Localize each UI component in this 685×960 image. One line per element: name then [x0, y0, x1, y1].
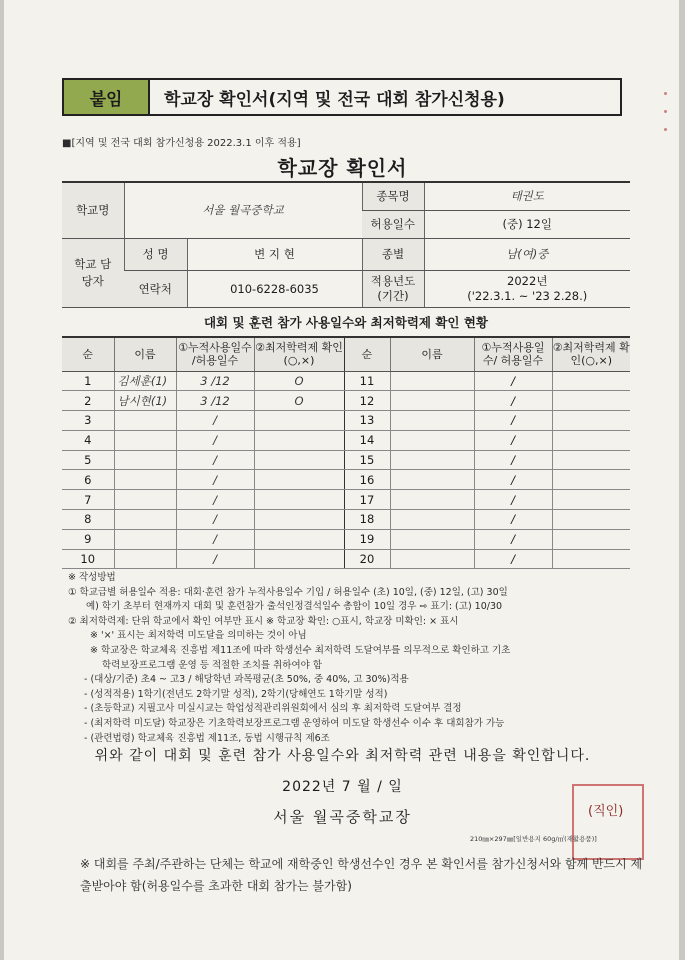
grade-check	[254, 510, 344, 530]
note-line: 예) 학기 초부터 현재까지 대회 및 훈련참가 출석인정결석일수 총합이 10일 경우 ⇨ 표기: (고) 10/30	[86, 601, 503, 613]
usage-days: /	[474, 411, 552, 431]
row-number: 20	[344, 549, 390, 569]
margin-dot	[664, 110, 667, 113]
year-range: ('22.3.1. ~ '23 2.28.)	[467, 288, 588, 303]
signer-principal: 서울 월곡중학교장	[273, 808, 412, 826]
usage-days: /	[474, 391, 552, 411]
row-number: 19	[344, 529, 390, 549]
row-number: 2	[62, 391, 114, 411]
usage-days: /	[474, 430, 552, 450]
usage-days: /	[176, 510, 254, 530]
margin-dot	[664, 128, 667, 131]
seal-label: (직인)	[588, 804, 624, 819]
note-line: - (관련법령) 학교체육 진흥법 제11조, 동법 시행규칙 제6조	[84, 732, 330, 744]
row-number: 4	[62, 430, 114, 450]
usage-days: /	[176, 450, 254, 470]
confirmation-statement: 위와 같이 대회 및 훈련 참가 사용일수와 최저학력 관련 내용을 확인합니다.	[94, 748, 591, 764]
athlete-name	[114, 549, 176, 569]
grade-check	[552, 371, 630, 391]
note-line: 학력보장프로그램 운영 등 적절한 조치를 취하여야 함	[102, 659, 323, 671]
row-number: 17	[344, 490, 390, 510]
grade-check	[552, 510, 630, 530]
row-number: 9	[62, 529, 114, 549]
athlete-name	[390, 430, 474, 450]
usage-days: /	[176, 490, 254, 510]
grade-check	[552, 529, 630, 549]
note-line: ※ 작성방법	[68, 572, 116, 583]
athlete-name	[390, 391, 474, 411]
row-number: 13	[344, 411, 390, 431]
note-line: ※ '×' 표시는 최저학력 미도달을 의미하는 것이 아님	[90, 630, 307, 642]
roster-row	[62, 470, 630, 490]
usage-days: /	[474, 490, 552, 510]
athlete-name	[390, 411, 474, 431]
grade-check	[254, 470, 344, 490]
footer-notice: ※ 대회를 주최/주관하는 단체는 학교에 재학중인 학생선수인 경우 본 확인서를 참가신청서와 함께 반드시 제출받아야 함(허용일수를 초과한 대회 참가는 불가함)	[80, 857, 643, 893]
athlete-name	[114, 411, 176, 431]
athlete-name	[390, 470, 474, 490]
grade-check	[254, 490, 344, 510]
roster-row	[62, 411, 630, 431]
grade-check	[254, 430, 344, 450]
usage-days: /	[474, 510, 552, 530]
writing-instructions	[68, 571, 634, 746]
athlete-name	[390, 450, 474, 470]
row-number: 1	[62, 371, 114, 391]
athlete-name	[114, 430, 176, 450]
note-line: ※ 학교장은 학교체육 진흥법 제11조에 따라 학생선수 최저학력 도달여부를 의무적으로 확인하고 기초	[90, 644, 511, 656]
year-cell	[424, 270, 630, 307]
header-bar	[62, 78, 622, 116]
usage-days: 3 /12	[176, 371, 254, 391]
grade-check	[552, 490, 630, 510]
grade-check	[552, 470, 630, 490]
roster-row	[62, 510, 630, 530]
col-usage: ①누적사용일수 /허용일수	[176, 337, 254, 371]
header-title: 학교장 확인서(지역 및 전국 대회 참가신청용)	[164, 89, 505, 110]
usage-days: 3 /12	[176, 391, 254, 411]
grade-check	[552, 549, 630, 569]
row-number: 18	[344, 510, 390, 530]
athlete-name	[390, 490, 474, 510]
usage-days: /	[176, 411, 254, 431]
athlete-name	[114, 450, 176, 470]
usage-days: /	[474, 529, 552, 549]
margin-dot	[664, 92, 667, 95]
roster-row	[62, 490, 630, 510]
grade-check	[254, 529, 344, 549]
section-title: 대회 및 훈련 참가 사용일수와 최저학력제 확인 현황	[203, 315, 489, 330]
sport-label: 종목명	[362, 182, 424, 210]
grade-check	[552, 411, 630, 431]
row-number: 8	[62, 510, 114, 530]
gender-label: 종별	[362, 238, 424, 270]
note-line: - (성적적용) 1학기(전년도 2학기말 성적), 2학기(당해연도 1학기말 성적)	[84, 688, 388, 700]
grade-check	[552, 430, 630, 450]
sport-value: 태권도	[424, 182, 630, 210]
usage-days: /	[176, 430, 254, 450]
col-grade-right: ②최저학력제 확인(○,×)	[552, 337, 630, 371]
grade-check	[254, 450, 344, 470]
gender-value: 남(여)중	[424, 238, 630, 270]
roster-row	[62, 450, 630, 470]
name-label: 성 명	[124, 238, 187, 270]
athlete-name	[114, 490, 176, 510]
row-number: 3	[62, 411, 114, 431]
note-line: ① 학교급별 허용일수 적용: 대회·훈련 참가 누적사용일수 기입 / 허용일수 (초) 10일, (중) 12일, (고) 30일	[68, 586, 508, 598]
manager-label: 학교 담당자	[62, 238, 124, 307]
col-no: 순	[62, 337, 114, 371]
row-number: 14	[344, 430, 390, 450]
contact-label: 연락처	[124, 270, 187, 307]
usage-days: /	[176, 549, 254, 569]
usage-days: /	[474, 549, 552, 569]
row-number: 5	[62, 450, 114, 470]
note-line: - (대상/기준) 초4 ~ 고3 / 해당학년 과목평균(초 50%, 중 40%, 고 30%)적용	[84, 674, 409, 686]
roster-row	[62, 391, 630, 411]
note-line: ② 최저학력제: 단위 학교에서 확인 여부만 표시 ※ 학교장 확인: ○표시, 학교장 미확인: × 표시	[68, 615, 459, 627]
col-no-right: 순	[344, 337, 390, 371]
athlete-name	[114, 510, 176, 530]
row-number: 15	[344, 450, 390, 470]
athlete-name: 남시현(1)	[114, 391, 176, 411]
athlete-roster-table	[62, 336, 630, 569]
official-seal-stamp	[572, 784, 644, 860]
row-number: 11	[344, 371, 390, 391]
grade-check	[552, 391, 630, 411]
school-label: 학교명	[62, 182, 124, 238]
issue-date: 2022년 7 월 / 일	[282, 779, 403, 795]
roster-row	[62, 371, 630, 391]
col-name-right: 이름	[390, 337, 474, 371]
roster-row	[62, 529, 630, 549]
usage-days: /	[176, 529, 254, 549]
name-value: 변 지 현	[187, 238, 362, 270]
grade-check	[254, 549, 344, 569]
year-value: 2022년	[507, 273, 548, 288]
row-number: 12	[344, 391, 390, 411]
col-usage-right: ①누적사용일수/ 허용일수	[474, 337, 552, 371]
note-line: - (초등학교) 지필고사 미실시교는 학업성적관리위원회에서 심의 후 최저학력 도달여부 결정	[84, 703, 462, 715]
days-value: (중) 12일	[424, 210, 630, 238]
col-grade: ②최저학력제 확인(○,×)	[254, 337, 344, 371]
athlete-name	[390, 529, 474, 549]
athlete-name	[390, 371, 474, 391]
roster-row	[62, 549, 630, 569]
row-number: 7	[62, 490, 114, 510]
usage-days: /	[474, 450, 552, 470]
row-number: 10	[62, 549, 114, 569]
grade-check: O	[254, 371, 344, 391]
col-name: 이름	[114, 337, 176, 371]
row-number: 6	[62, 470, 114, 490]
athlete-name: 김세훈(1)	[114, 371, 176, 391]
usage-days: /	[474, 470, 552, 490]
athlete-name	[114, 470, 176, 490]
athlete-name	[114, 529, 176, 549]
roster-row	[62, 430, 630, 450]
applicability-note: ■[지역 및 전국 대회 참가신청용 2022.3.1 이후 적용]	[62, 138, 301, 149]
attachment-tag: 붙임	[64, 80, 150, 114]
grade-check	[552, 450, 630, 470]
form-title: 학교장 확인서	[277, 156, 408, 180]
days-label: 허용일수	[362, 210, 424, 238]
usage-days: /	[176, 470, 254, 490]
athlete-name	[390, 510, 474, 530]
note-line: - (최저학력 미도달) 학교장은 기초학력보장프로그램 운영하여 미도달 학생선수 이수 후 대회참가 가능	[84, 717, 505, 729]
contact-value: 010-6228-6035	[187, 270, 362, 307]
school-info-table	[62, 181, 630, 308]
row-number: 16	[344, 470, 390, 490]
usage-days: /	[474, 371, 552, 391]
year-label: 적용년도 (기간)	[362, 270, 424, 307]
paper-spec-note: 210㎜×297㎜[일반용지 60g/㎡(재활용품)]	[470, 835, 597, 843]
athlete-name	[390, 549, 474, 569]
grade-check: O	[254, 391, 344, 411]
grade-check	[254, 411, 344, 431]
school-value: 서울 월곡중학교	[124, 182, 362, 238]
